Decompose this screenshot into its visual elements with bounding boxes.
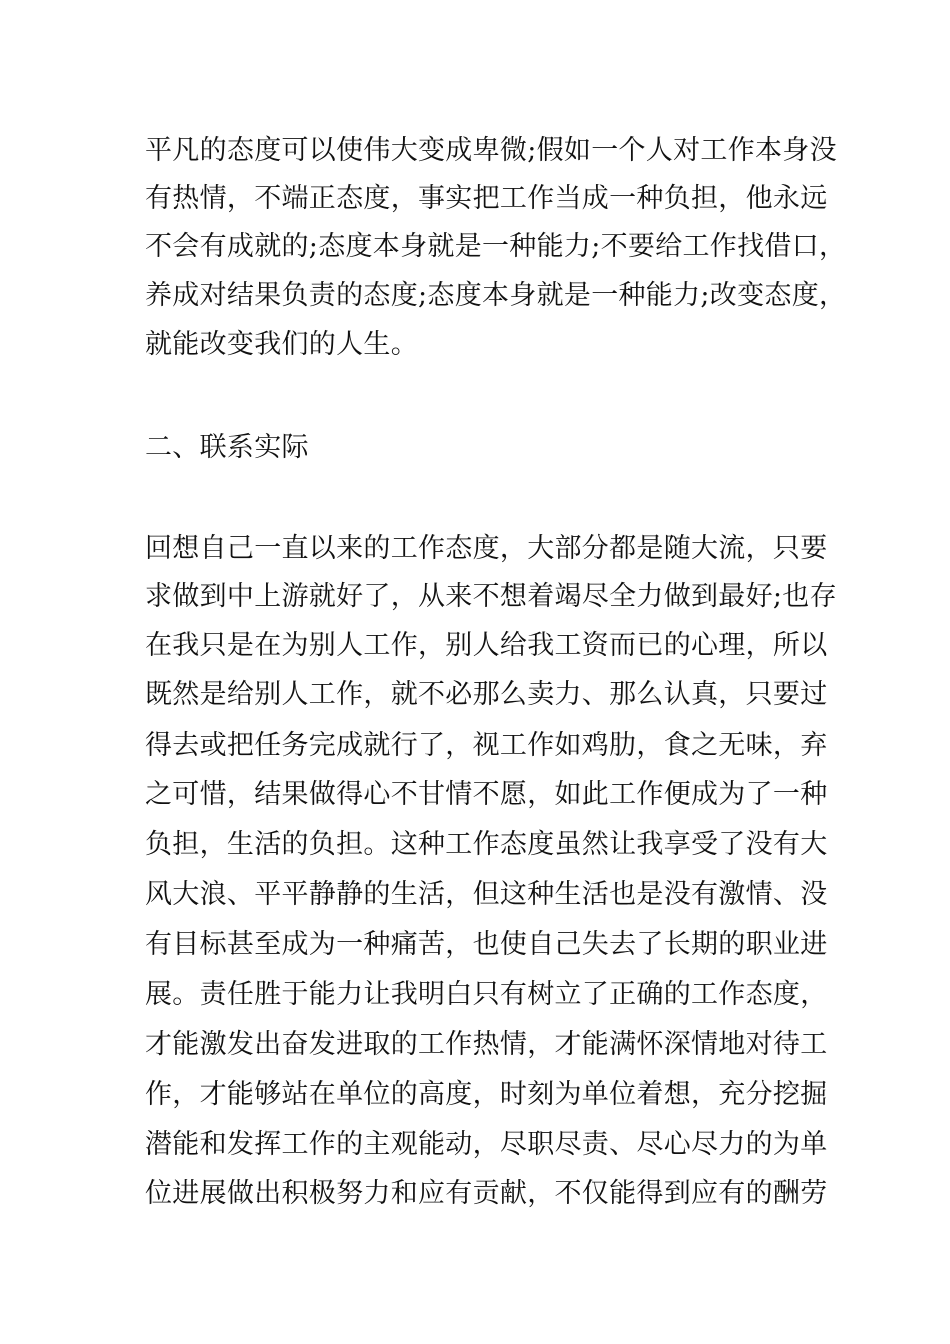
paragraph-line: 养成对结果负责的态度;态度本身就是一种能力;改变态度， [145, 280, 847, 311]
paragraph-line: 求做到中上游就好了，从来不想着竭尽全力做到最好;也存 [145, 581, 837, 612]
section-heading: 二、联系实际 [145, 432, 309, 463]
paragraph-line: 平凡的态度可以使伟大变成卑微;假如一个人对工作本身没 [145, 135, 837, 166]
paragraph-line: 风大浪、平平静静的生活，但这种生活也是没有激情、没 [145, 879, 828, 910]
paragraph-line: 位进展做出积极努力和应有贡献，不仅能得到应有的酬劳 [145, 1178, 828, 1209]
paragraph-line: 有热情，不端正态度，事实把工作当成一种负担，他永远 [145, 183, 828, 214]
paragraph-line: 潜能和发挥工作的主观能动，尽职尽责、尽心尽力的为单 [145, 1129, 828, 1160]
paragraph-line: 既然是给别人工作，就不必那么卖力、那么认真，只要过 [145, 679, 828, 710]
paragraph-line: 就能改变我们的人生。 [145, 329, 418, 360]
paragraph-line: 回想自己一直以来的工作态度，大部分都是随大流，只要 [145, 533, 828, 564]
paragraph-line: 有目标甚至成为一种痛苦，也使自己失去了长期的职业进 [145, 929, 828, 960]
paragraph-line: 在我只是在为别人工作，别人给我工资而已的心理，所以 [145, 630, 828, 661]
paragraph-line: 作，才能够站在单位的高度，时刻为单位着想，充分挖掘 [145, 1079, 828, 1110]
paragraph-line: 不会有成就的;态度本身就是一种能力;不要给工作找借口， [145, 231, 847, 262]
paragraph-line: 得去或把任务完成就行了，视工作如鸡肋，食之无味，弃 [145, 730, 828, 761]
paragraph-line: 负担，生活的负担。这种工作态度虽然让我享受了没有大 [145, 829, 828, 860]
paragraph-line: 才能激发出奋发进取的工作热情，才能满怀深情地对待工 [145, 1029, 828, 1060]
paragraph-line: 展。责任胜于能力让我明白只有树立了正确的工作态度， [145, 979, 828, 1010]
paragraph-line: 之可惜，结果做得心不甘情不愿，如此工作便成为了一种 [145, 779, 828, 810]
